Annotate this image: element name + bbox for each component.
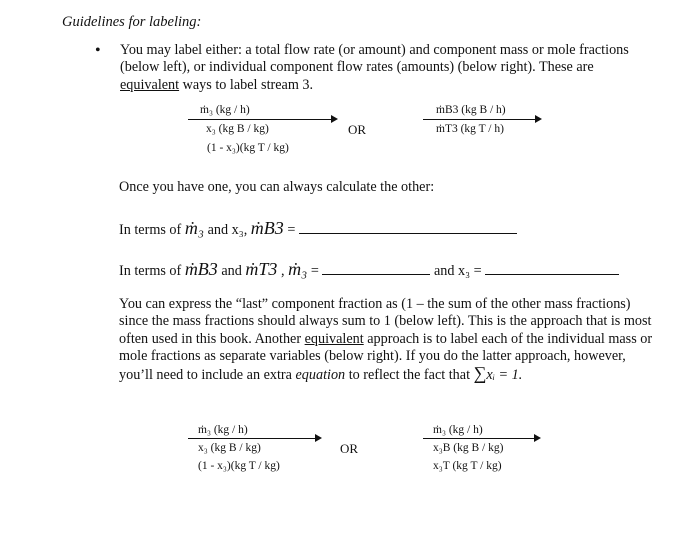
top-left-label-3: (1 - x₃)(kg T / kg): [207, 142, 289, 154]
eq1-prefix: In terms of: [119, 222, 182, 238]
para2-text-3: to reflect the fact that: [345, 367, 474, 384]
sum-expression: xᵢ = 1.: [486, 367, 523, 384]
para2-text-2: approach is to label each of the individual mass or mole fractions as separate variables (below right). If you do the latter approach, however, you’ll need to include an extra: [119, 330, 653, 384]
para2-text-1: You can express the “last” component fraction as (1 – the sum of the other mass fractions) since the mass fractions should always sum to 1 (below left). This is the approach that is most often used in this book. Another: [119, 296, 652, 347]
bottom-or-label: OR: [340, 441, 359, 456]
bottom-right-label-1: ṁ₃ (kg / h): [433, 424, 483, 436]
top-left-arrow: [188, 119, 332, 120]
eq2-and: and: [221, 263, 242, 279]
eq1-mB3: ṁB3: [250, 218, 284, 238]
bullet-icon: •: [95, 42, 101, 59]
eq2-mB3: ṁB3: [184, 259, 218, 279]
eq2-m3: ṁ₃: [288, 259, 308, 279]
page-title: Guidelines for labeling:: [62, 14, 202, 30]
eq2-blank-2: [485, 262, 619, 275]
top-or-label: OR: [348, 122, 367, 137]
equation-2: [119, 259, 619, 280]
eq2-mT3: ṁT3: [245, 259, 278, 279]
eq1-blank: [299, 221, 517, 234]
bottom-left-label-1: ṁ₃ (kg / h): [198, 424, 248, 436]
eq2-comma: ,: [280, 263, 285, 279]
bottom-right-arrow: [423, 438, 535, 439]
para2-italic: equation: [295, 367, 346, 384]
bottom-right-label-2: x₃B (kg B / kg): [433, 442, 504, 454]
eq1-and-x3: and x₃,: [207, 222, 248, 238]
top-right-label-1: ṁB3 (kg B / h): [436, 104, 506, 116]
eq2-and-x3: and x₃ =: [433, 263, 482, 279]
bottom-left-arrow: [188, 438, 316, 439]
intro-text-2: ways to label stream 3.: [179, 76, 314, 93]
calc-line: Once you have one, you can always calculate the other:: [119, 179, 435, 195]
eq1-m3: ṁ₃: [184, 218, 205, 238]
intro-text-1: You may label either: a total flow rate (or amount) and component mass or mole fractions (below left), or individual component flow rates (amounts) (below right). These are: [120, 42, 629, 76]
top-left-label-2: x₃ (kg B / kg): [206, 123, 269, 135]
top-right-label-2: ṁT3 (kg T / h): [436, 123, 504, 135]
para2-underlined: equivalent: [304, 330, 364, 347]
sum-symbol: ∑: [473, 363, 487, 384]
top-left-label-1: ṁ₃ (kg / h): [200, 104, 250, 116]
bottom-left-label-3: (1 - x₃)(kg T / kg): [198, 460, 280, 472]
intro-underlined: equivalent: [120, 76, 180, 93]
eq2-prefix: In terms of: [119, 263, 182, 279]
second-paragraph: [119, 296, 654, 384]
top-right-arrow: [423, 119, 536, 120]
intro-paragraph: [120, 42, 645, 94]
eq2-equals: =: [310, 263, 319, 279]
bottom-left-label-2: x₃ (kg B / kg): [198, 442, 261, 454]
eq2-blank-1: [322, 262, 430, 275]
eq1-equals: =: [287, 222, 296, 238]
equation-1: [119, 218, 517, 239]
bottom-right-label-3: x₃T (kg T / kg): [433, 460, 502, 472]
